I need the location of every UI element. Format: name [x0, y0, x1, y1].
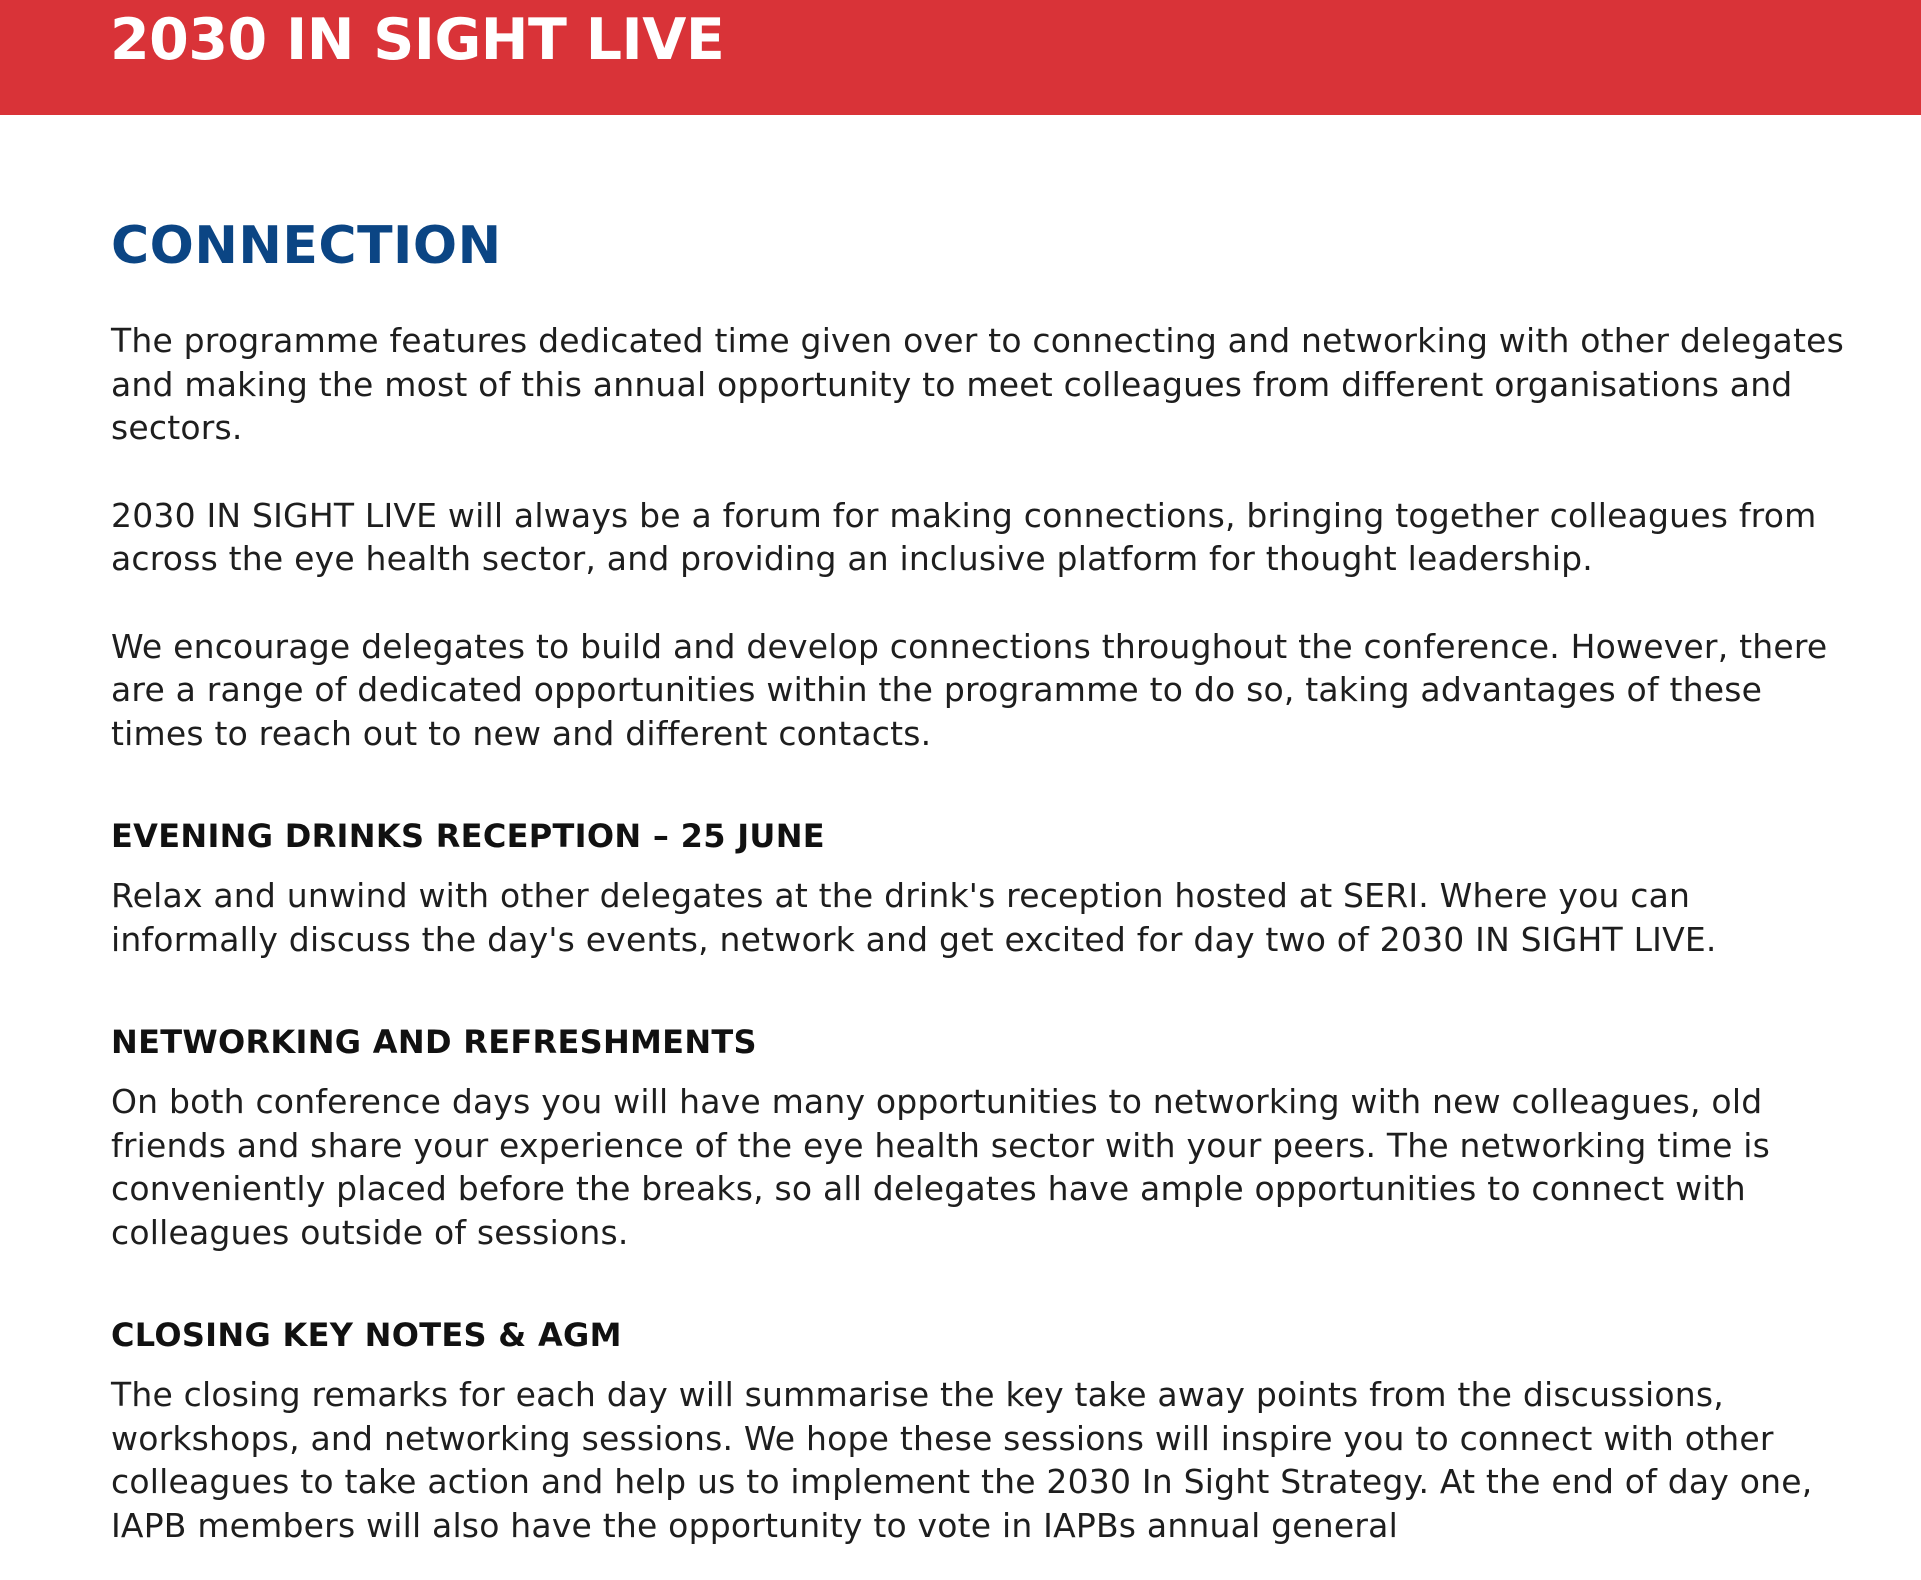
header-banner: [0, 0, 1921, 115]
subsection-heading-networking: NETWORKING AND REFRESHMENTS: [111, 1023, 757, 1061]
subsection-body-closing-keynotes: The closing remarks for each day will summarise the key take away points from the discussions, workshops, and networking sessions. We hope these sessions will inspire you to connect with other colleagues to take action and help us to implement the 2030 In Sight Strategy. At the end of day one, IAPB members will also have the opportunity to vote in IAPBs annual general: [111, 1375, 1813, 1545]
intro-paragraph: 2030 IN SIGHT LIVE will always be a forum for making connections, bringing together colleagues from across the eye health sector, and providing an inclusive platform for thought leadership.: [111, 495, 1817, 578]
intro-paragraph: We encourage delegates to build and develop connections throughout the conference. However, there are a range of dedicated opportunities within the programme to do so, taking advantages of these times to reach out to new and different contacts.: [111, 626, 1828, 753]
subsection-body-networking: On both conference days you will have many opportunities to networking with new colleagues, old friends and share your experience of the eye health sector with your peers. The networking time is conveniently placed before the breaks, so all delegates have ample opportunities to connect with colleagues outside of sessions.: [111, 1082, 1771, 1252]
section-title: CONNECTION: [111, 216, 502, 276]
subsection-body-drinks-reception: Relax and unwind with other delegates at the drink's reception hosted at SERI. Where you can informally discuss the day's events, network and get excited for day two of 2030 IN SIGHT LIVE.: [111, 876, 1717, 959]
subsection-heading-closing-keynotes: CLOSING KEY NOTES & AGM: [111, 1316, 622, 1354]
main-content: [111, 210, 1851, 1547]
header-title: 2030 IN SIGHT LIVE: [110, 7, 725, 73]
subsection-heading-drinks-reception: EVENING DRINKS RECEPTION – 25 JUNE: [111, 817, 825, 855]
intro-paragraph: The programme features dedicated time given over to connecting and networking with other delegates and making the most of this annual opportunity to meet colleagues from different organisations and sectors.: [111, 321, 1845, 447]
